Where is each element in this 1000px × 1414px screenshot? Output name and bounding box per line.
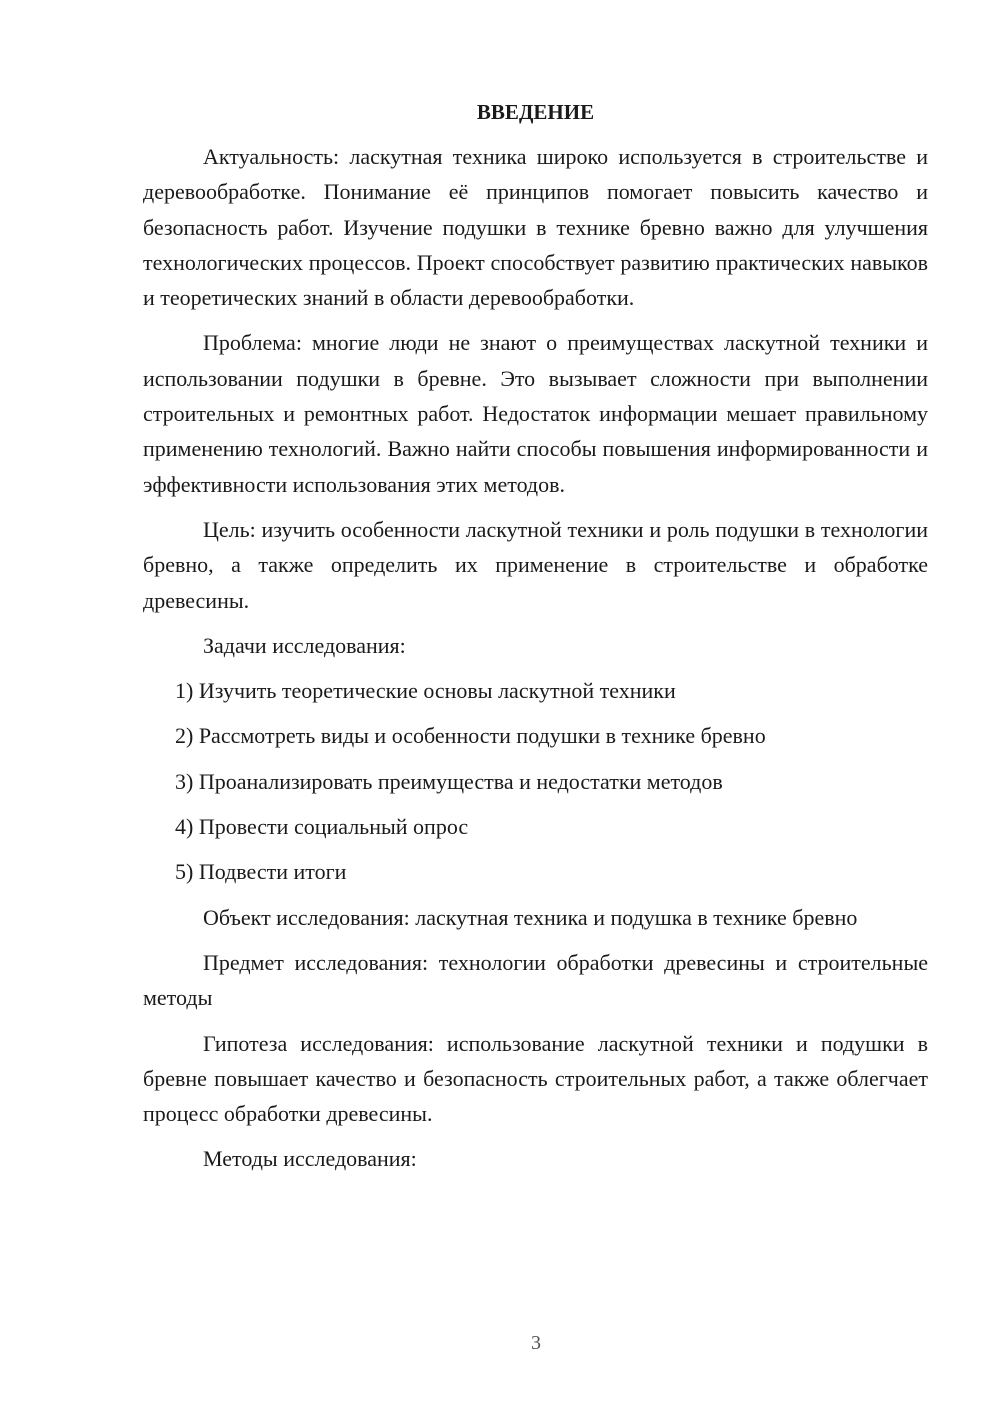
paragraph-problem: Проблема: многие люди не знают о преимуществах ласкутной техники и использовании подушки в бревне. Это вызывает сложности при выполнении строительных и ремонтных работ. Недостаток информации мешает правильному применению технологий. Важно найти способы повышения информированности и эффективности использования этих методов. (143, 330, 928, 497)
tasks-list (143, 673, 928, 889)
paragraph-object: Объект исследования: ласкутная техника и подушка в технике бревно (203, 904, 858, 930)
paragraph-relevance: Актуальность: ласкутная техника широко используется в строительстве и деревообработке. Понимание её принципов помогает повысить качество и безопасность работ. Изучение подушки в технике бревно важно для улучшения технологических процессов. Проект способствует развитию практических навыков и теоретических знаний в области деревообработки. (143, 144, 928, 311)
page-content (143, 95, 928, 1187)
section-title: ВВЕДЕНИЕ (476, 100, 595, 124)
paragraph-subject: Предмет исследования: технологии обработки древесины и строительные методы (143, 949, 928, 1011)
paragraph-hypothesis: Гипотеза исследования: использование ласкутной техники и подушки в бревне повышает качество и безопасность строительных работ, а также облегчает процесс обработки древесины. (143, 1030, 928, 1127)
paragraph-goal: Цель: изучить особенности ласкутной техники и роль подушки в технологии бревно, а также определить их применение в строительстве и обработке древесины. (143, 516, 928, 613)
tasks-heading: Задачи исследования: (203, 632, 406, 658)
task-item: 2) Рассмотреть виды и особенности подушки в технике бревно (175, 723, 766, 749)
task-item: 3) Проанализировать преимущества и недостатки методов (175, 768, 723, 794)
task-item: 1) Изучить теоретические основы ласкутной техники (175, 678, 676, 704)
page-number: 3 (531, 1332, 541, 1354)
methods-heading: Методы исследования: (203, 1146, 417, 1172)
task-item: 4) Провести социальный опрос (175, 814, 469, 840)
task-item: 5) Подвести итоги (175, 859, 347, 885)
